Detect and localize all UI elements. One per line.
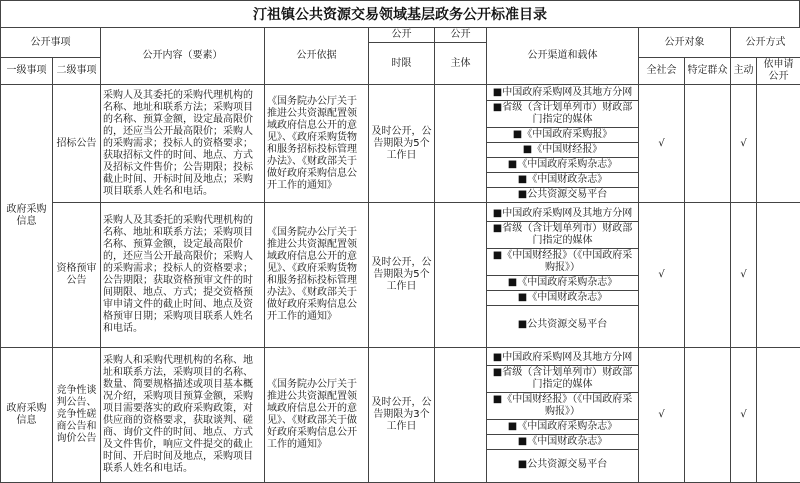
header-level1: 一级事项: [1, 58, 53, 85]
table-row: [1, 348, 800, 483]
cell-time: 及时公开，公告期限为5个工作日: [369, 85, 435, 203]
cell-active: √: [731, 85, 757, 203]
channel-item: ■ 《中国政府采购杂志》: [487, 276, 638, 291]
channel-item: ■ 《中国政府采购杂志》: [487, 158, 638, 173]
header-target: 公开对象: [639, 28, 731, 58]
cell-basis: 《国务院办公厅关于推进公共资源配置领域政府信息公开的意见》、《政府采购货物和服务招标投标管理办法》、《财政部关于做好政府采购信息公开工作的通知》: [265, 85, 369, 203]
cell-specific: [685, 85, 731, 203]
channel-item: ■ 中国政府采购网及其地方分网: [487, 86, 638, 101]
header-time-2: 时限: [369, 43, 435, 85]
cell-level2: 招标公告: [53, 85, 101, 203]
cell-subject: [435, 85, 487, 203]
cell-content: 采购人及其委托的采购代理机构的名称、地址和联系方法；采购项目名称、预算金额，设定最高限价的，还应当公开最高限价；采购人的采购需求；投标人的资格要求；公告期限；获取资格预审文件的时间期限、地点、方式；提交资格预审申请文件的截止时间、地点及资格预审日期；采购项目联系人姓名和电话。: [101, 203, 265, 348]
header-method: 公开方式: [731, 28, 800, 58]
channel-item: ■ 《中国财政杂志》: [487, 435, 638, 450]
catalog-table: [0, 27, 800, 483]
channel-item: ■ 省级（含计划单列市）财政部门指定的媒体: [487, 101, 638, 128]
channel-item: ■ 公共资源交易平台: [487, 450, 638, 480]
page-title: 汀祖镇公共资源交易领域基层政务公开标准目录: [0, 0, 800, 28]
cell-content: 采购人及其委托的采购代理机构的名称、地址和联系方法；采购项目的名称、预算金额，设定最高限价的，还应当公开最高限价；采购人的采购需求；投标人的资格要求；获取招标文件的时间、地点、方式及招标文件售价；公告期限；投标截止时间、开标时间及地点；采购项目联系人姓名和电话。: [101, 85, 265, 203]
cell-level2: 竞争性谈判公告、竞争性磋商公告和询价公告: [53, 348, 101, 483]
channel-item: ■ 《中国政府采购杂志》: [487, 420, 638, 435]
header-row-1: [1, 28, 800, 43]
cell-subject: [435, 348, 487, 483]
channel-item: ■ 《中国财政杂志》: [487, 291, 638, 306]
cell-level2: 资格预审公告: [53, 203, 101, 348]
header-apply: 依申请公开: [757, 58, 800, 85]
cell-channels: [487, 348, 639, 483]
cell-channels: [487, 203, 639, 348]
header-active: 主动: [731, 58, 757, 85]
table-row: [1, 85, 800, 203]
header-all: 全社会: [639, 58, 685, 85]
header-subject-2: 主体: [435, 43, 487, 85]
cell-level1: 政府采购信息: [1, 85, 53, 348]
header-subject-1: 公开: [435, 28, 487, 43]
channel-item: ■ 公共资源交易平台: [487, 306, 638, 344]
channel-item: ■ 《中国财经报》: [487, 143, 638, 158]
channel-item: ■ 《中国财经报》（《中国政府采购报》）: [487, 249, 638, 276]
header-channel: 公开渠道和载体: [487, 28, 639, 85]
cell-time: 及时公开，公告期限为3个工作日: [369, 348, 435, 483]
header-specific: 特定群众: [685, 58, 731, 85]
header-level2: 二级事项: [53, 58, 101, 85]
cell-basis: 《国务院办公厅关于推进公共资源配置领域政府信息公开的意见》、《财政部关于做好政府采购信息公开工作的通知》: [265, 348, 369, 483]
channel-item: ■ 中国政府采购网及其地方分网: [487, 207, 638, 222]
cell-apply: [757, 85, 800, 203]
channel-item: ■ 《中国政府采购报》: [487, 128, 638, 143]
cell-channels: [487, 85, 639, 203]
cell-basis: 《国务院办公厅关于推进公共资源配置领域政府信息公开的意见》、《政府采购货物和服务招标投标管理办法》、《财政部关于做好政府采购信息公开工作的通知》: [265, 203, 369, 348]
cell-all: √: [639, 348, 685, 483]
channel-item: ■ 公共资源交易平台: [487, 188, 638, 202]
cell-time: 及时公开，公告期限为5个工作日: [369, 203, 435, 348]
channel-item: ■ 省级（含计划单列市）财政部门指定的媒体: [487, 366, 638, 393]
channel-item: ■ 《中国财政杂志》: [487, 173, 638, 188]
cell-level1: 政府采购信息: [1, 348, 53, 483]
cell-content: 采购人和采购代理机构的名称、地址和联系方法，采购项目的名称、数量、简要规格描述或项目基本概况介绍，采购项目预算金额，采购项目需要落实的政府采购政策，对供应商的资格要求，获取谈判、磋商、询价文件的时间、地点、方式及文件售价，响应文件提交的截止时间、开启时间及地点，采购项目联系人姓名和电话。: [101, 348, 265, 483]
header-item: 公开事项: [1, 28, 101, 58]
channel-item: ■ 《中国财经报》（《中国政府采购报》）: [487, 393, 638, 420]
header-content: 公开内容（要素）: [101, 28, 265, 85]
cell-active: √: [731, 348, 757, 483]
cell-subject: [435, 203, 487, 348]
header-basis: 公开依据: [265, 28, 369, 85]
channel-item: ■ 中国政府采购网及其地方分网: [487, 351, 638, 366]
cell-specific: [685, 203, 731, 348]
header-time-1: 公开: [369, 28, 435, 43]
cell-all: √: [639, 203, 685, 348]
cell-all: √: [639, 85, 685, 203]
cell-specific: [685, 348, 731, 483]
cell-active: √: [731, 203, 757, 348]
table-row: [1, 203, 800, 348]
cell-apply: [757, 203, 800, 348]
channel-item: ■ 省级（含计划单列市）财政部门指定的媒体: [487, 222, 638, 249]
cell-apply: [757, 348, 800, 483]
